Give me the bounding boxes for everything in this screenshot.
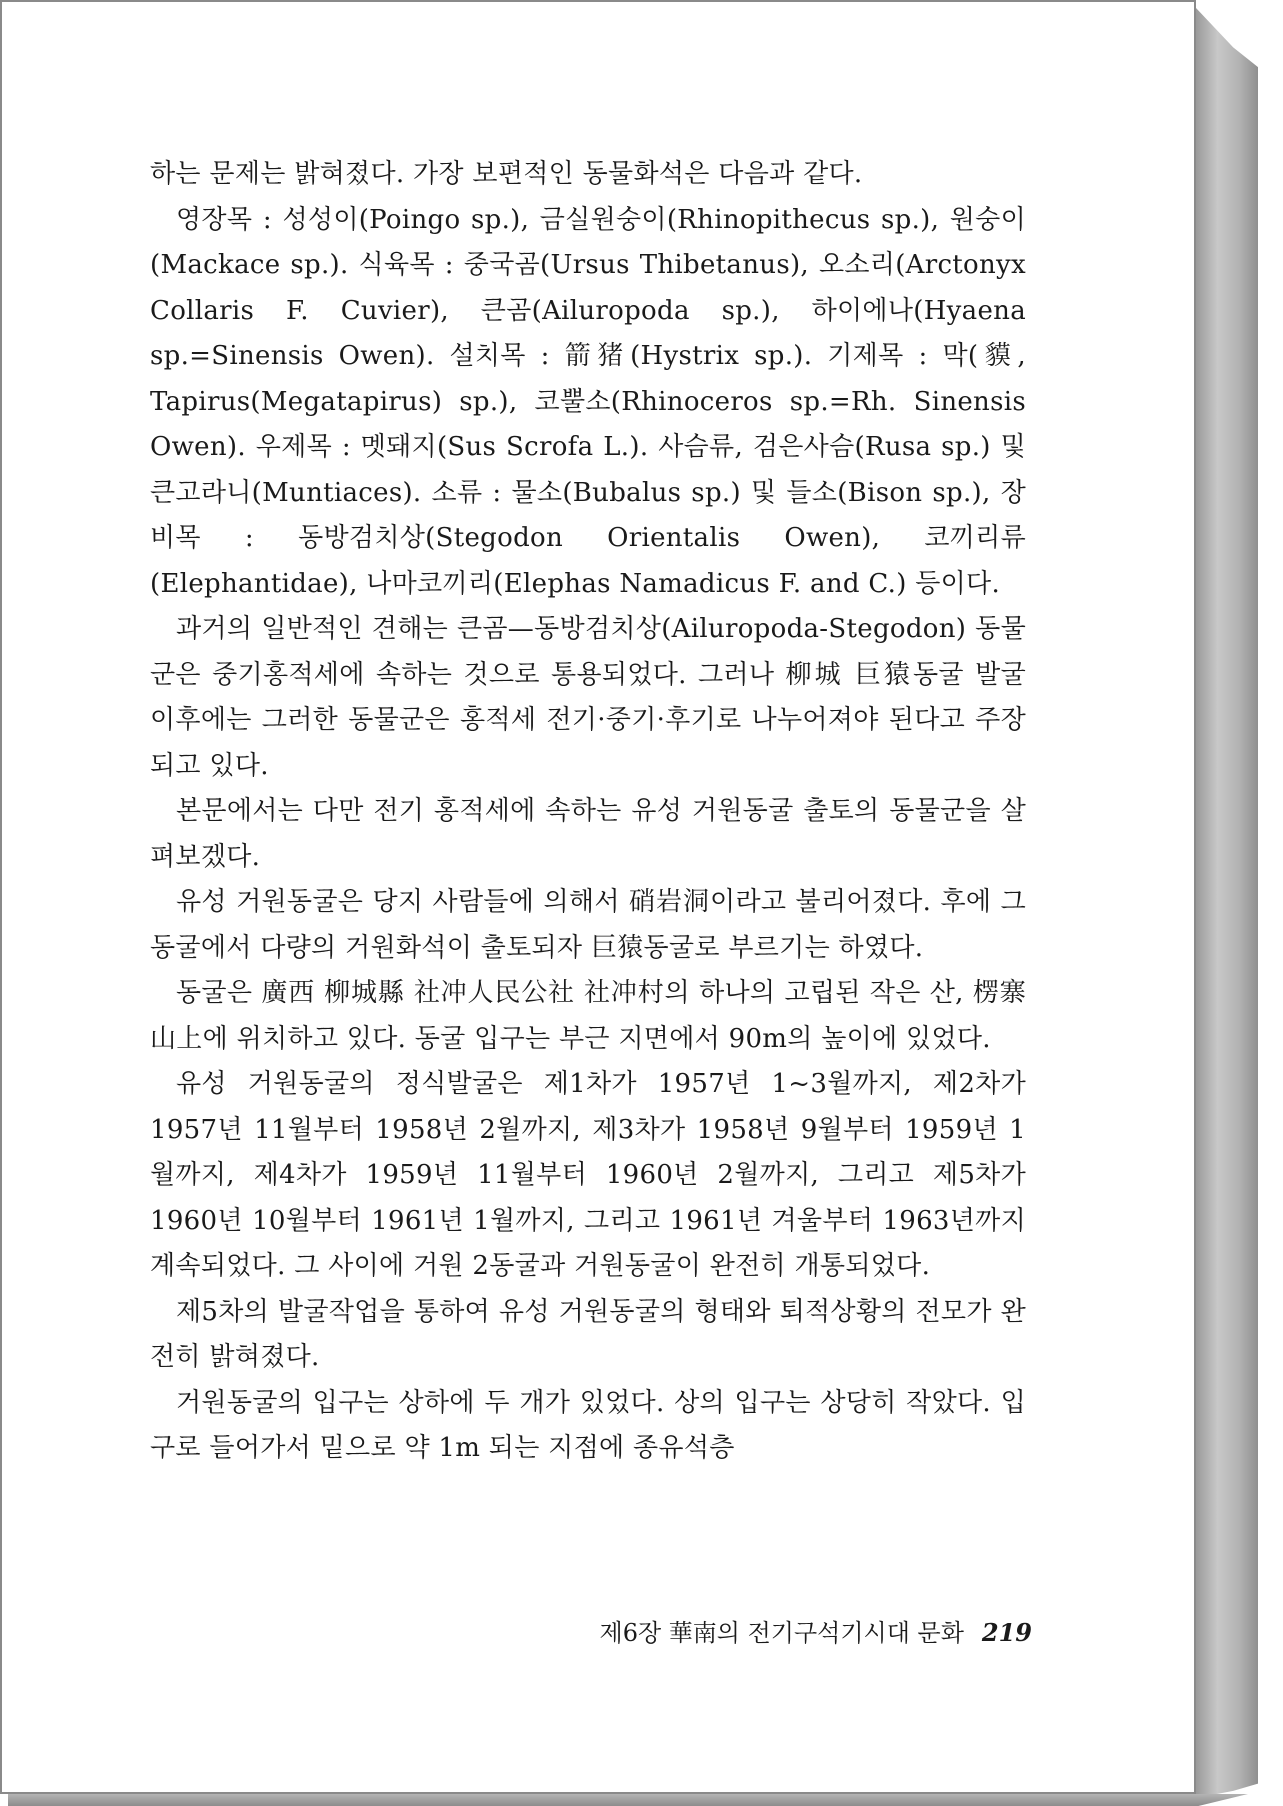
book-page-edge-right	[1196, 8, 1258, 1798]
body-text	[150, 152, 1026, 1472]
paragraph-scope: 본문에서는 다만 전기 홍적세에 속하는 유성 거원동굴 출토의 동물군을 살펴보겠다.	[150, 796, 1026, 872]
page-number: 219	[981, 1618, 1032, 1647]
paragraph-cave-location: 동굴은 廣西 柳城縣 社冲人民公社 社冲村의 하나의 고립된 작은 산, 楞寨山上에 위치하고 있다. 동굴 입구는 부근 지면에서 90m의 높이에 있었다.	[150, 978, 1026, 1054]
paragraph-excavation-history: 유성 거원동굴의 정식발굴은 제1차가 1957년 1~3월까지, 제2차가 1957년 11월부터 1958년 2월까지, 제3차가 1958년 9월부터 1959년 1월까지, 제4차가 1959년 11월부터 1960년 2월까지, 그리고 제5차가 1960년 10월부터 1961년 1월까지, 그리고 1961년 겨울부터 1963년까지 계속되었다. 그 사이에 거원 2동굴과 거원동굴이 완전히 개통되었다.	[150, 1069, 1026, 1281]
paragraph-previous-view: 과거의 일반적인 견해는 큰곰—동방검치상(Ailuropoda-Stegodon) 동물군은 중기홍적세에 속하는 것으로 통용되었다. 그러나 柳城 巨猿동굴 발굴 이후에는 그러한 동물군은 홍적세 전기·중기·후기로 나누어져야 된다고 주장되고 있다.	[150, 614, 1026, 781]
paragraph-fauna-list: 영장목 : 성성이(Poingo sp.), 금실원숭이(Rhinopithecus sp.), 원숭이(Mackace sp.). 식육목 : 중국곰(Ursus Thibetanus), 오소리(Arctonyx Collaris F. Cuvier), 큰곰(Ailuropoda sp.), 하이에나(Hyaena sp.=Sinensis Owen). 설치목 : 箭猪(Hystrix sp.). 기제목 : 막(貘, Tapirus(Megatapirus) sp.), 코뿔소(Rhinoceros sp.=Rh. Sinensis Owen). 우제목 : 멧돼지(Sus Scrofa L.). 사슴류, 검은사슴(Rusa sp.) 및 큰고라니(Muntiaces). 소류 : 물소(Bubalus sp.) 및 들소(Bison sp.), 장비목 : 동방검치상(Stegodon Orientalis Owen), 코끼리류(Elephantidae), 나마코끼리(Elephas Namadicus F. and C.) 등이다.	[150, 204, 1026, 599]
chapter-title: 제6장 華南의 전기구석기시대 문화	[599, 1619, 964, 1647]
running-footer	[492, 1613, 1032, 1648]
paragraph-cave-entrance: 거원동굴의 입구는 상하에 두 개가 있었다. 상의 입구는 상당히 작았다. 입구로 들어가서 밑으로 약 1m 되는 지점에 종유석층	[150, 1387, 1026, 1463]
paragraph-continuation: 하는 문제는 밝혀졌다. 가장 보편적인 동물화석은 다음과 같다.	[150, 159, 863, 189]
paragraph-cave-name: 유성 거원동굴은 당지 사람들에 의해서 硝岩洞이라고 불리어졌다. 후에 그 동굴에서 다량의 거원화석이 출토되자 巨猿동굴로 부르기는 하였다.	[150, 887, 1026, 963]
book-page-edge-bottom	[8, 1794, 1248, 1806]
paragraph-fifth-excavation: 제5차의 발굴작업을 통하여 유성 거원동굴의 형태와 퇴적상황의 전모가 완전히 밝혀졌다.	[150, 1296, 1026, 1372]
